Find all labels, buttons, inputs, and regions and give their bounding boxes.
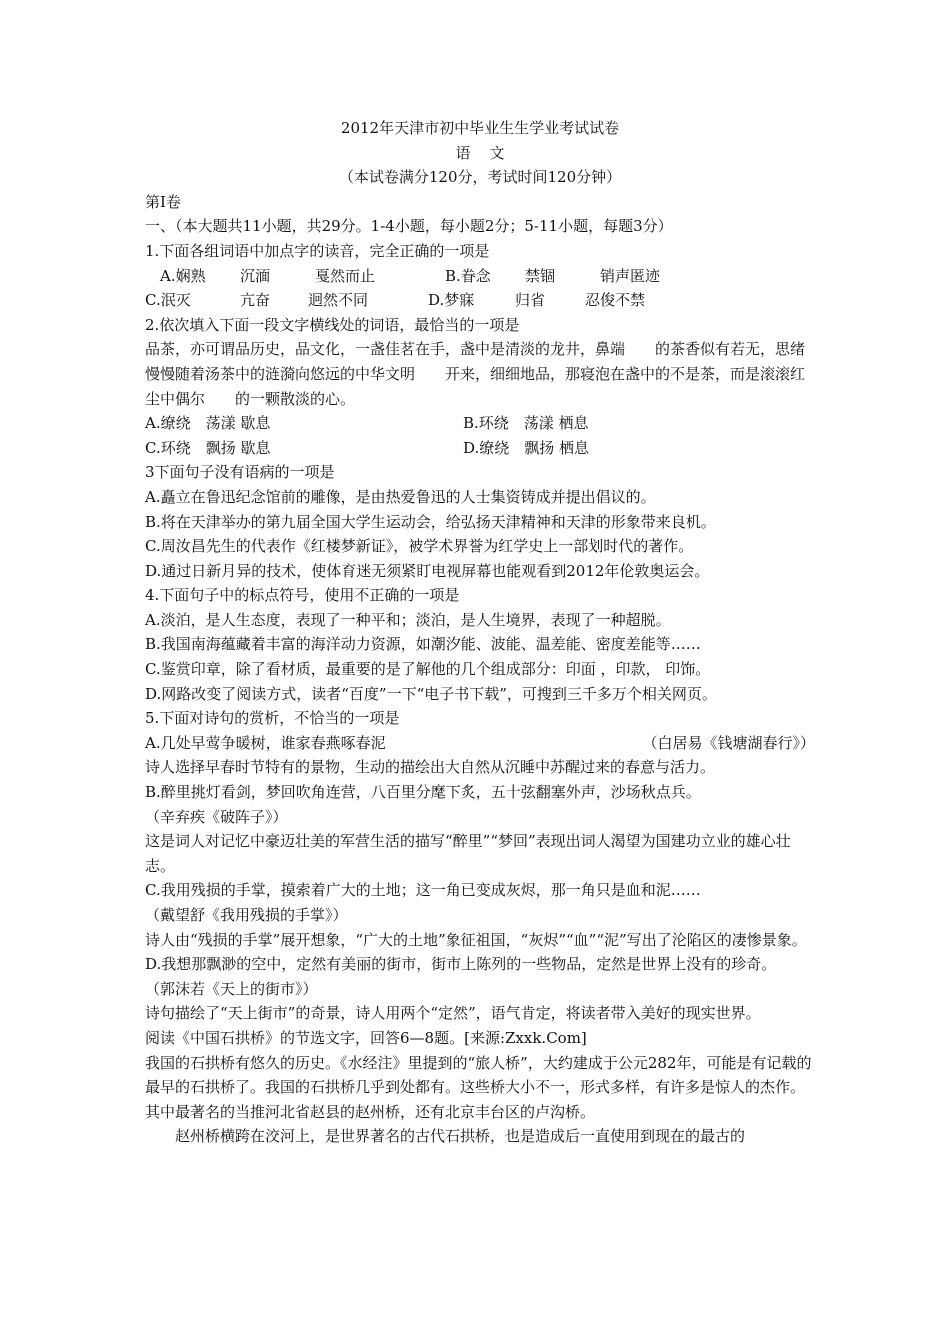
exam-page [145,116,815,1149]
q1-option-c-3: 迥然不同 [308,291,369,310]
part-heading: 一、（本大题共11小题，共29分。1-4小题，每小题2分；5-11小题，每题3分） [145,217,673,236]
q1-option-c-2: 亢奋 [240,291,271,310]
q1-option-c-1: C.泯灭 [145,291,191,310]
exam-note: （本试卷满分120分，考试时间120分钟） [338,168,622,187]
q1-option-a-1: A.娴熟 [160,266,206,285]
q4-option-d: D.网路改变了阅读方式，读者“百度”一下“电子书下载”，可搜到三千多万个相关网页。 [145,684,717,703]
q1-option-d-3: 忍俊不禁 [585,291,646,310]
reading-intro: 阅读《中国石拱桥》的节选文字，回答6—8题。[来源:Zxxk.Com] [145,1028,587,1047]
q5-option-b-source: （辛弃疾《破阵子》） [145,807,288,826]
question-2-options-cd [145,436,815,461]
q1-option-d-1: D.梦寐 [428,291,475,310]
exam-title: 2012年天津市初中毕业生生学业考试试卷 [340,119,620,137]
section-heading: 第I卷 [145,192,181,211]
q5-option-a-source: （白居易《钱塘湖春行》） [642,733,815,752]
q1-option-a-3: 戛然而止 [315,266,376,285]
exam-subject: 语 文 [455,143,505,162]
q4-option-a: A.淡泊，是人生态度，表现了一种平和；淡泊，是人生境界，表现了一种超脱。 [145,610,671,629]
q2-option-a: A.缭绕 荡漾 歇息 [145,414,271,433]
question-1-options-cd [145,288,815,313]
question-2-passage: 品茶，亦可谓品历史，品文化，一盏佳茗在手，盏中是清淡的龙井，鼻端 的茶香似有若无，思绪慢慢随着汤茶中的涟漪向悠远的中华文明 开来，细细地品，那寝泡在盏中的不是茶，而是滚滚红尘中偶尔 的一颗散淡的心。 [145,340,806,408]
q1-option-b-1: B.眷念 [445,266,491,285]
q5-option-d-note: 诗句描绘了“天上街市”的奇景，诗人用两个“定然”，语气肯定，将读者带入美好的现实世界。 [145,1004,761,1023]
q3-option-a: A.矗立在鲁迅纪念馆前的雕像，是由热爱鲁迅的人士集资铸成并提出倡议的。 [145,487,656,506]
q1-option-b-2: 禁锢 [525,266,556,285]
q5-option-d-line: D.我想那飘渺的空中，定然有美丽的街市，街市上陈列的一些物品，定然是世界上没有的珍奇。 [145,955,777,974]
question-3-stem: 3下面句子没有语病的一项是 [145,463,335,482]
question-1-options-ab [145,264,815,289]
q5-option-a-note: 诗人选择早春时节特有的景物，生动的描绘出大自然从沉睡中苏醒过来的春意与活力。 [145,758,716,777]
question-1-stem: 1.下面各组词语中加点字的读音，完全正确的一项是 [145,241,490,260]
q5-option-b-note: 这是词人对记忆中豪迈壮美的军营生活的描写“醉里”“梦回”表现出词人渴望为国建功立业的雄心壮志。 [145,832,791,875]
q2-option-d: D.缭绕 飘扬 栖息 [463,438,590,457]
reading-paragraph-1: 我国的石拱桥有悠久的历史。《水经注》里提到的“旅人桥”，大约建成于公元282年，可能是有记载的最早的石拱桥了。我国的石拱桥几乎到处都有。这些桥大小不一，形式多样，有许多是惊人的杰作。其中最著名的当推河北省赵县的赵州桥，还有北京丰台区的卢沟桥。 [145,1053,812,1121]
q1-option-d-2: 归省 [515,291,546,310]
q3-option-b: B.将在天津举办的第九届全国大学生运动会，给弘扬天津精神和天津的形象带来良机。 [145,512,716,531]
question-2-options-ab [145,411,815,436]
question-2-stem: 2.依次填入下面一段文字横线处的词语，最恰当的一项是 [145,315,520,334]
q5-option-c-source: （戴望舒《我用残损的手掌》） [145,906,348,924]
q5-option-c-line: C.我用残损的手掌，摸索着广大的土地；这一角已变成灰烬，那一角只是血和泥…… [145,881,701,900]
question-5-stem: 5.下面对诗句的赏析，不恰当的一项是 [145,709,400,728]
question-4-stem: 4.下面句子中的标点符号，使用不正确的一项是 [145,586,460,605]
q5-option-a [145,731,815,756]
q1-option-a-2: 沉湎 [240,266,271,285]
q3-option-d: D.通过日新月异的技术，使体育迷无须紧盯电视屏幕也能观看到2012年伦敦奥运会。 [145,561,710,580]
q5-option-d-source: （郭沫若《天上的街市》） [145,979,318,998]
q4-option-b: B.我国南海蕴藏着丰富的海洋动力资源，如潮汐能、波能、温差能、密度差能等…… [145,635,701,654]
q2-option-c: C.环绕 飘扬 歇息 [145,438,271,457]
q5-option-a-line: A.几处早莺争暖树，谁家春燕啄春泥 [145,733,386,752]
reading-paragraph-2: 赵州桥横跨在洨河上，是世界著名的古代石拱桥，也是造成后一直使用到现在的最古的 [175,1127,746,1146]
q3-option-c: C.周汝昌先生的代表作《红楼梦新证》，被学术界誉为红学史上一部划时代的著作。 [145,537,694,556]
q5-option-b-line: B.醉里挑灯看剑，梦回吹角连营，八百里分麾下炙，五十弦翻塞外声，沙场秋点兵。 [145,783,701,802]
q1-option-b-3: 销声匿迹 [600,266,661,285]
q4-option-c: C.鉴赏印章，除了看材质，最重要的是了解他的几个组成部分：印面 ，印款， 印饰。 [145,660,711,679]
q5-option-c-note: 诗人由“残损的手掌”展开想象，“广大的土地”象征祖国，“灰烬”“血”“泥”写出了沦陷区的凄惨景象。 [145,930,807,949]
q2-option-b: B.环绕 荡漾 栖息 [463,414,589,433]
